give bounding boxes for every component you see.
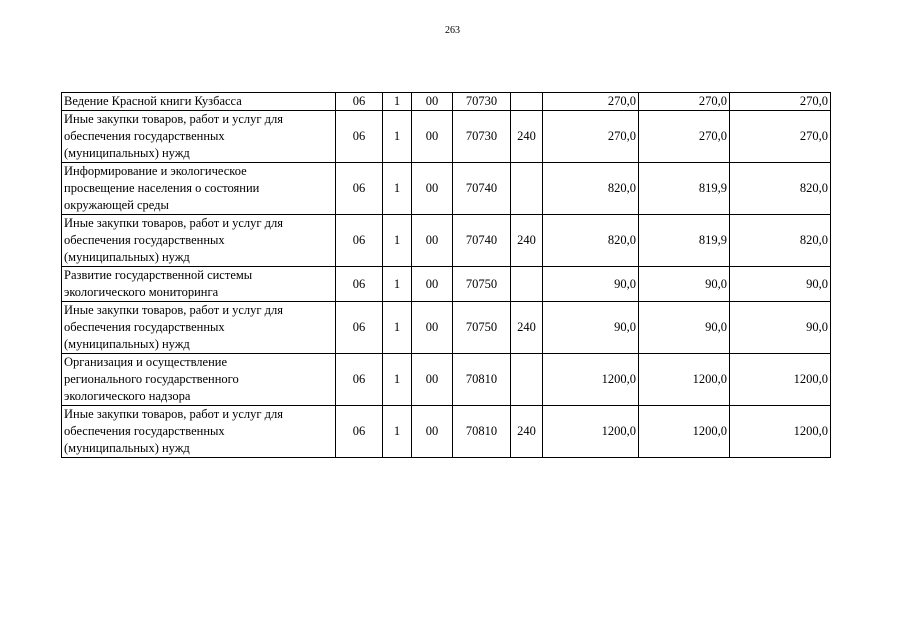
table-row [62, 354, 831, 406]
expense-type-code [511, 354, 543, 406]
amount-2: 270,0 [639, 111, 730, 163]
expense-type-code: 240 [511, 406, 543, 458]
expense-type-code: 240 [511, 111, 543, 163]
subprogram-code: 00 [412, 93, 453, 111]
program-code: 1 [383, 302, 412, 354]
table-row [62, 111, 831, 163]
amount-3: 90,0 [730, 302, 831, 354]
row-name: Ведение Красной книги Кузбасса [62, 93, 336, 111]
amount-2: 1200,0 [639, 406, 730, 458]
amount-1: 90,0 [543, 267, 639, 302]
subprogram-code: 00 [412, 267, 453, 302]
expense-type-code: 240 [511, 215, 543, 267]
section-code: 06 [336, 406, 383, 458]
program-code: 1 [383, 267, 412, 302]
amount-2: 819,9 [639, 215, 730, 267]
section-code: 06 [336, 163, 383, 215]
item-code: 70750 [453, 302, 511, 354]
amount-2: 819,9 [639, 163, 730, 215]
item-code: 70810 [453, 354, 511, 406]
row-name: Иные закупки товаров, работ и услуг для обеспечения государственных (муниципальных) нужд [62, 406, 336, 458]
amount-3: 1200,0 [730, 406, 831, 458]
amount-2: 1200,0 [639, 354, 730, 406]
expense-type-code [511, 267, 543, 302]
program-code: 1 [383, 406, 412, 458]
section-code: 06 [336, 354, 383, 406]
table-row [62, 267, 831, 302]
row-name: Иные закупки товаров, работ и услуг для обеспечения государственных (муниципальных) нужд [62, 111, 336, 163]
item-code: 70730 [453, 111, 511, 163]
table-row [62, 406, 831, 458]
amount-1: 270,0 [543, 93, 639, 111]
section-code: 06 [336, 215, 383, 267]
row-name: Иные закупки товаров, работ и услуг для обеспечения государственных (муниципальных) нужд [62, 215, 336, 267]
amount-1: 270,0 [543, 111, 639, 163]
amount-1: 820,0 [543, 215, 639, 267]
amount-1: 820,0 [543, 163, 639, 215]
subprogram-code: 00 [412, 302, 453, 354]
amount-1: 1200,0 [543, 354, 639, 406]
subprogram-code: 00 [412, 406, 453, 458]
amount-3: 820,0 [730, 215, 831, 267]
table-row [62, 215, 831, 267]
subprogram-code: 00 [412, 354, 453, 406]
item-code: 70810 [453, 406, 511, 458]
amount-2: 270,0 [639, 93, 730, 111]
amount-3: 90,0 [730, 267, 831, 302]
item-code: 70750 [453, 267, 511, 302]
item-code: 70740 [453, 163, 511, 215]
table-row [62, 93, 831, 111]
program-code: 1 [383, 93, 412, 111]
section-code: 06 [336, 267, 383, 302]
section-code: 06 [336, 93, 383, 111]
budget-table [61, 92, 831, 458]
amount-1: 90,0 [543, 302, 639, 354]
row-name: Иные закупки товаров, работ и услуг для обеспечения государственных (муниципальных) нужд [62, 302, 336, 354]
row-name: Информирование и экологическое просвещение населения о состоянии окружающей среды [62, 163, 336, 215]
expense-type-code: 240 [511, 302, 543, 354]
item-code: 70740 [453, 215, 511, 267]
program-code: 1 [383, 215, 412, 267]
amount-3: 1200,0 [730, 354, 831, 406]
section-code: 06 [336, 302, 383, 354]
amount-2: 90,0 [639, 302, 730, 354]
page-number: 263 [445, 25, 460, 36]
amount-3: 270,0 [730, 93, 831, 111]
expense-type-code [511, 163, 543, 215]
amount-2: 90,0 [639, 267, 730, 302]
program-code: 1 [383, 111, 412, 163]
subprogram-code: 00 [412, 111, 453, 163]
section-code: 06 [336, 111, 383, 163]
amount-1: 1200,0 [543, 406, 639, 458]
subprogram-code: 00 [412, 163, 453, 215]
row-name: Организация и осуществление регионального государственного экологического надзора [62, 354, 336, 406]
amount-3: 270,0 [730, 111, 831, 163]
row-name: Развитие государственной системы экологического мониторинга [62, 267, 336, 302]
amount-3: 820,0 [730, 163, 831, 215]
program-code: 1 [383, 163, 412, 215]
expense-type-code [511, 93, 543, 111]
subprogram-code: 00 [412, 215, 453, 267]
item-code: 70730 [453, 93, 511, 111]
program-code: 1 [383, 354, 412, 406]
table-row [62, 302, 831, 354]
table-row [62, 163, 831, 215]
